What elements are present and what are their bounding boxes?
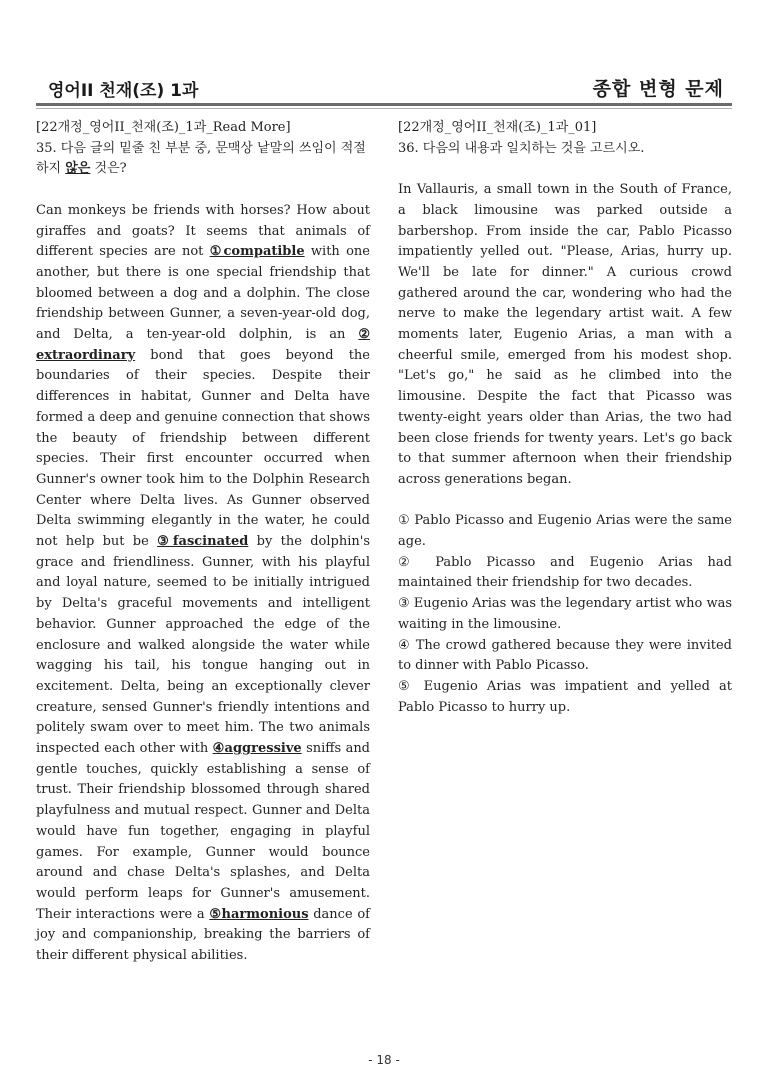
underlined-option-5: ⑤harmonious bbox=[209, 906, 309, 922]
question-36-prompt: 36. 다음의 내용과 일치하는 것을 고르시오. bbox=[398, 140, 645, 156]
choice-3[interactable]: ③ Eugenio Arias was the legendary artist who was waiting in the limousine. bbox=[398, 596, 732, 632]
choice-4[interactable]: ④ The crowd gathered because they were invited to dinner with Pablo Picasso. bbox=[398, 637, 732, 674]
underlined-option-4: ④aggressive bbox=[212, 741, 302, 757]
section-title: 종합 변형 문제 bbox=[592, 78, 724, 100]
question-36-source: [22개정_영어II_천재(조)_1과_01] bbox=[398, 120, 597, 135]
page-number: - 18 - bbox=[368, 1053, 400, 1067]
question-35-passage: Can monkeys be friends with horses? How about giraffes and goats? It seems that animals of different species are not ①compatible with one another, but there is one special friendship that bloomed between a dog and a dolphin. The close friendship between Gunner, a seven-year-old dog, and Delta, a ten-year-old dolphin, is an ② extraordinary bond that goes beyond the boundaries of their species. Despite their differences in habitat, Gunner and Delta have formed a deep and genuine connection that shows the beauty of friendship between different species. Their first encounter occurred when Gunner's owner took him to the Dolphin Research Center where Delta lives. As Gunner observed Delta swimming elegantly in the water, he could not help but be ③fascinated by the dolphin's grace and friendliness. Gunner, with his playful and loyal nature, seemed to be initially intrigued by Delta's graceful movements and intelligent behavior. Gunner approached the edge of the enclosure and walked alongside the water while wagging his tail, his tongue hanging out in excitement. Delta, being an exceptionally clever creature, sensed Gunner's friendly intentions and politely swam over to meet him. The two animals inspected each other with ④aggressive sniffs and gentle touches, quickly establishing a sense of trust. Their friendship blossomed through shared playfulness and mutual respect. Gunner and Delta would have fun together, engaging in playful games. For example, Gunner would bounce around and chase Delta's splashes, and Delta would perform leaps for Gunner's amusement. Their interactions were a ⑤harmonious dance of joy and companionship, breaking the barriers of their different physical abilities. bbox=[36, 202, 371, 964]
right-column bbox=[398, 118, 732, 718]
page-header bbox=[36, 62, 732, 106]
left-column bbox=[36, 118, 370, 967]
underlined-option-1: ①compatible bbox=[209, 244, 305, 260]
underlined-option-2: ② extraordinary bbox=[36, 327, 370, 363]
question-35-prompt: 35. 다음 글의 밑줄 친 부분 중, 문맥상 낱말의 쓰임이 적절하지 않은 것은? bbox=[36, 140, 366, 177]
header-rule bbox=[36, 103, 732, 106]
header-rule-thin bbox=[36, 108, 732, 109]
question-35-source: [22개정_영어II_천재(조)_1과_Read More] bbox=[36, 120, 291, 135]
choice-5[interactable]: ⑤ Eugenio Arias was impatient and yelled at Pablo Picasso to hurry up. bbox=[398, 678, 732, 715]
choice-1[interactable]: ① Pablo Picasso and Eugenio Arias were the same age. bbox=[398, 513, 732, 550]
emphasis-not: 않은 bbox=[65, 161, 91, 177]
question-36-passage: In Vallauris, a small town in the South of France, a black limousine was parked outside a barbershop. From inside the car, Pablo Picasso impatiently yelled out. "Please, Arias, hurry up. We'll be late for dinner." A curious crowd gathered around the car, wondering who had the nerve to make the legendary artist wait. A few moments later, Eugenio Arias, a man with a cheerful smile, emerged from his modest shop. "Let's go," he said as he climbed into the limousine. Despite the fact that Picasso was twenty-eight years older than Arias, the two had been close friends for twenty years. Let's go back to that summer afternoon when their friendship across generations began. bbox=[398, 182, 732, 487]
choice-2[interactable]: ② Pablo Picasso and Eugenio Arias had maintained their friendship for two decades. bbox=[398, 554, 732, 591]
underlined-option-3: ③fascinated bbox=[157, 534, 249, 550]
subject-title: 영어II 천재(조) 1과 bbox=[48, 81, 199, 101]
